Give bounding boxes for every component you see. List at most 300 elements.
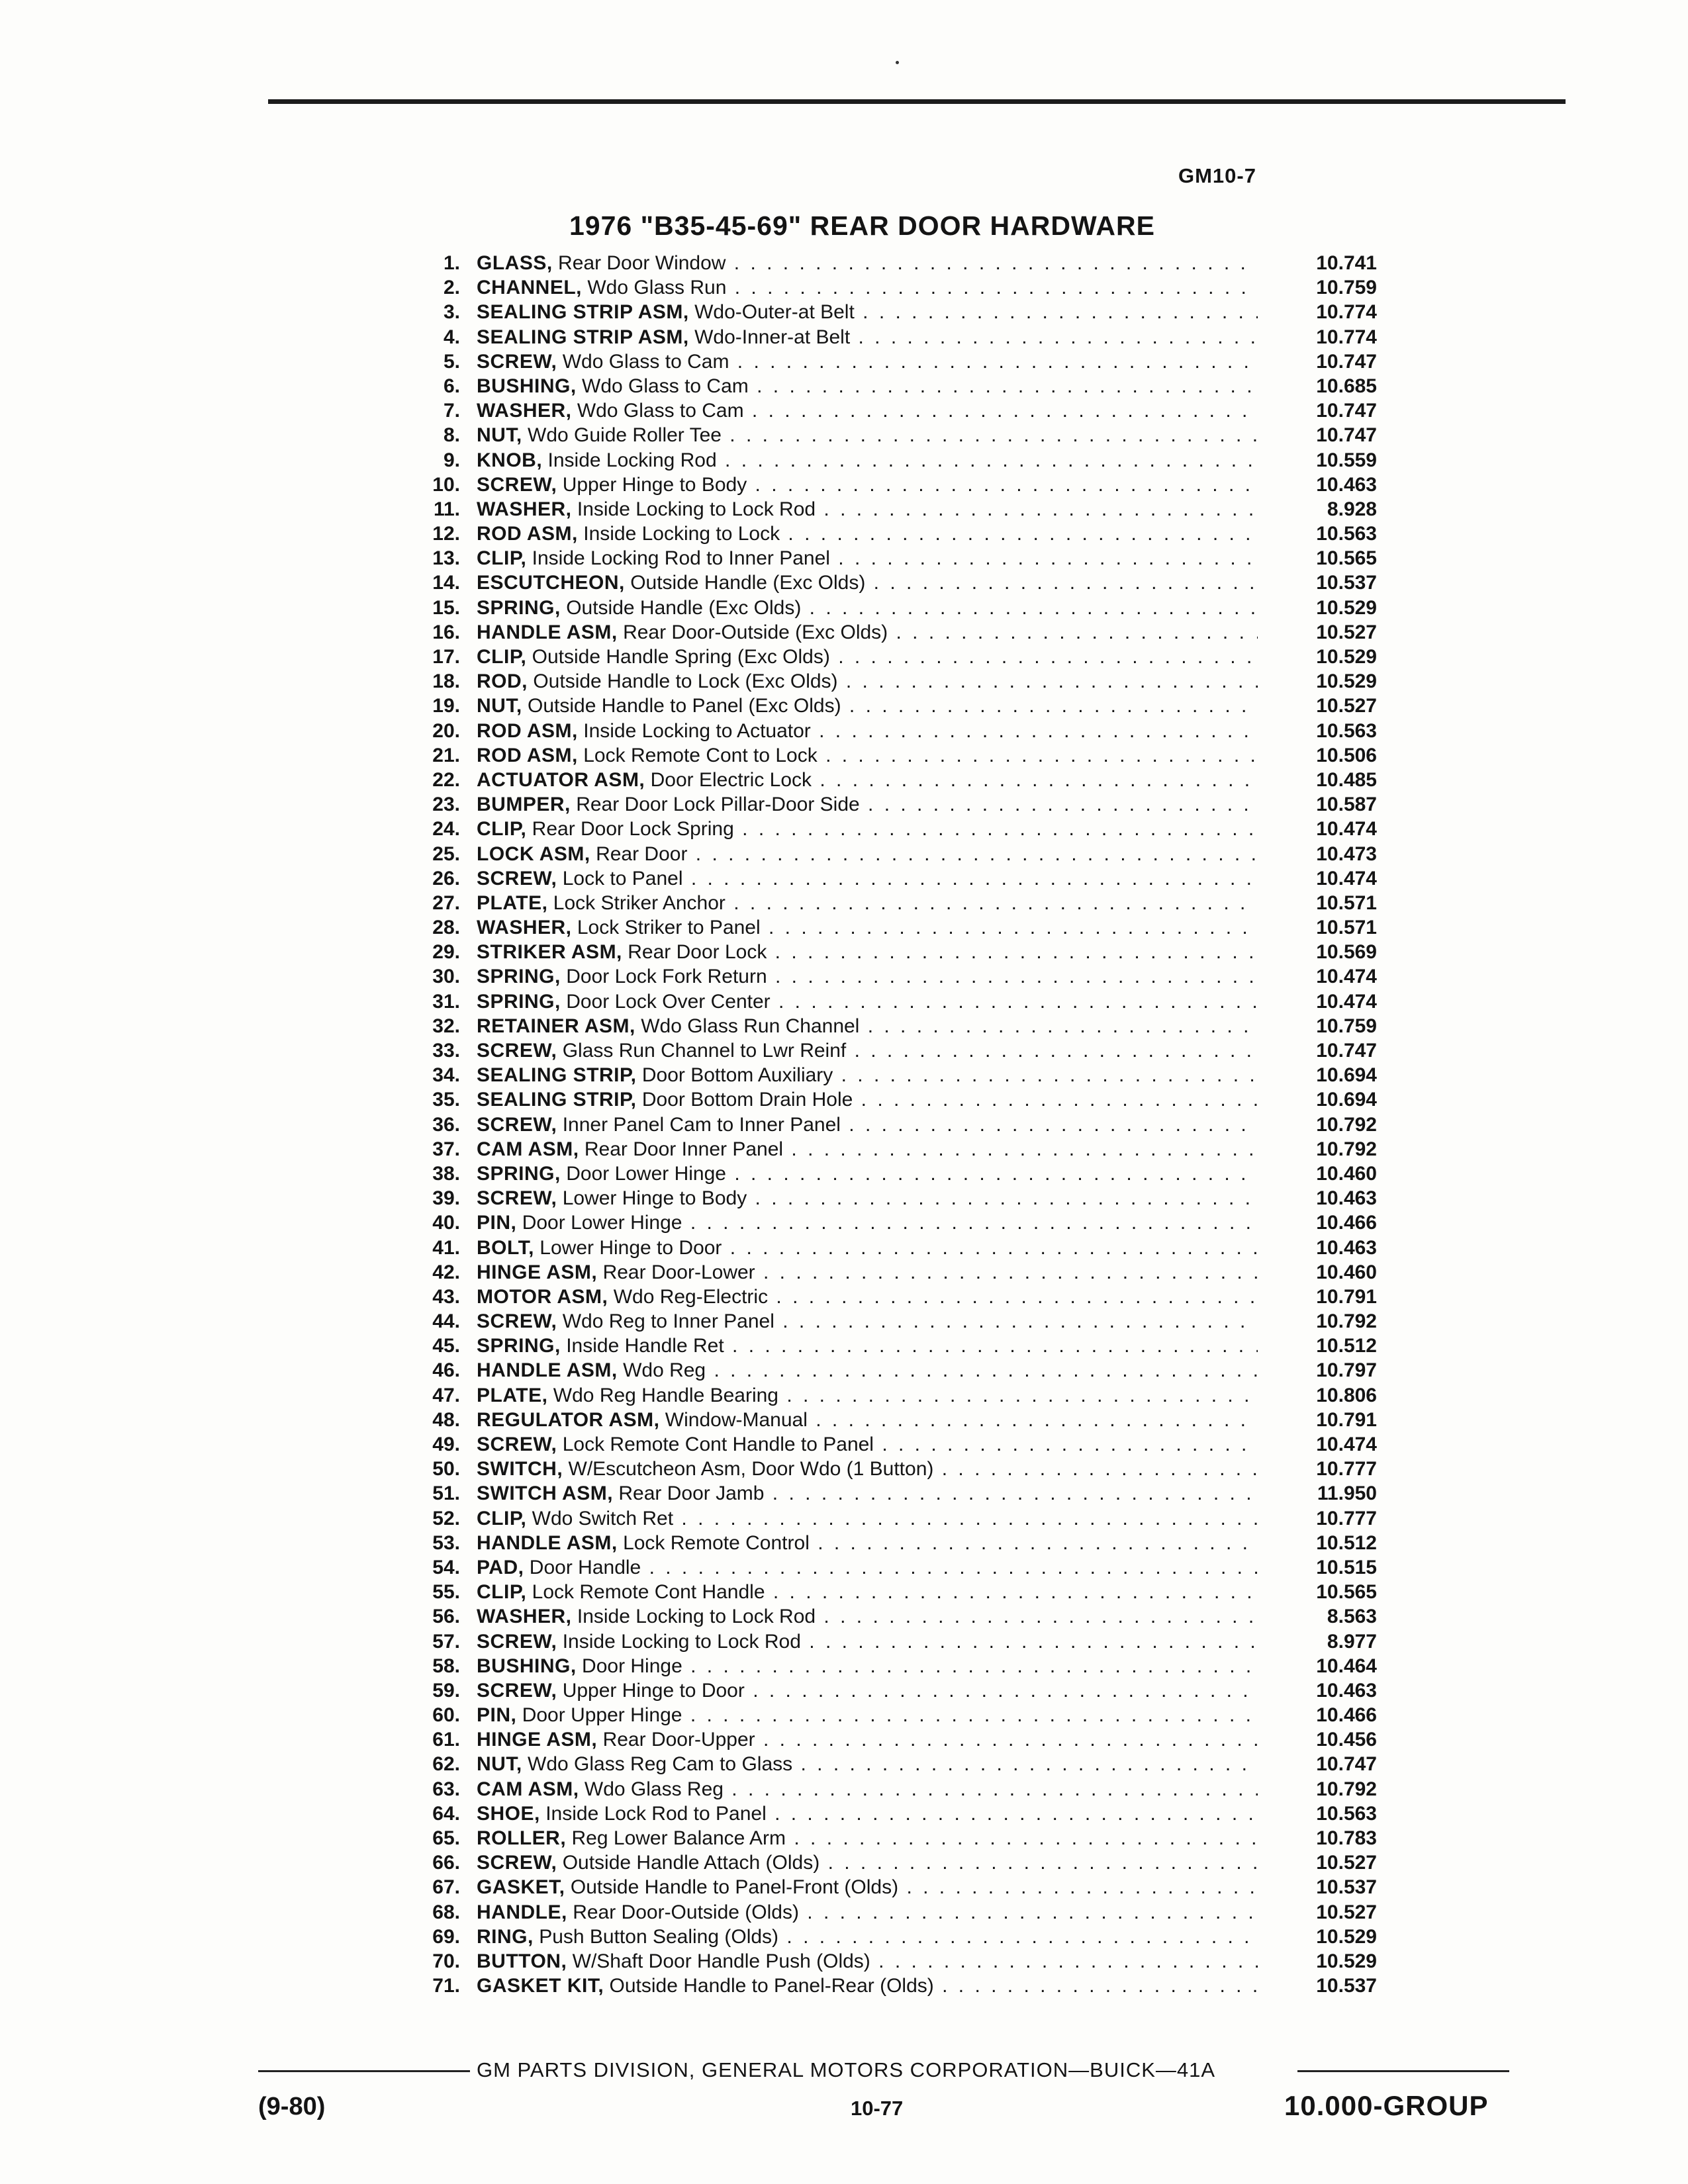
part-detail: Outside Handle to Panel-Front (Olds) (570, 1876, 899, 1899)
item-number: 9. (443, 449, 460, 471)
part-name: SPRING, (477, 1335, 561, 1357)
item-number: 69. (432, 1925, 460, 1948)
part-detail: Door Hinge (582, 1655, 682, 1677)
list-item (404, 497, 1403, 522)
item-description (477, 719, 1258, 743)
part-detail: Door Electric Lock (650, 768, 812, 791)
part-name: SCREW, (477, 1679, 557, 1702)
part-detail: W/Shaft Door Handle Push (Olds) (572, 1950, 870, 1972)
list-item (404, 866, 1403, 891)
list-item (404, 1555, 1403, 1580)
list-item (404, 1063, 1403, 1087)
group-number: 10.485 (1316, 768, 1377, 791)
item-description (477, 1358, 1258, 1383)
group-number: 8.977 (1327, 1630, 1377, 1653)
part-detail: Inside Handle Ret (566, 1335, 724, 1357)
part-detail: Wdo-Outer-at Belt (694, 301, 855, 324)
part-name: NUT, (477, 1753, 522, 1776)
item-description (477, 1752, 1258, 1776)
list-item (404, 448, 1403, 473)
section-code: GM10-7 (1178, 164, 1256, 187)
part-name: PAD, (477, 1556, 524, 1578)
item-number: 36. (432, 1113, 460, 1136)
part-name: WASHER, (477, 917, 572, 939)
part-detail: Wdo Glass Run (587, 277, 727, 299)
item-description (477, 1309, 1258, 1334)
group-number: 10.791 (1316, 1408, 1377, 1431)
part-name: RETAINER ASM, (477, 1015, 635, 1037)
part-detail: Push Button Sealing (Olds) (539, 1925, 779, 1948)
part-detail: Outside Handle (Exc Olds) (566, 596, 802, 619)
list-item (404, 1309, 1403, 1334)
group-number: 10.474 (1316, 818, 1377, 841)
group-number: 10.527 (1316, 695, 1377, 717)
part-detail: Window-Manual (665, 1408, 808, 1431)
part-detail: Reg Lower Balance Arm (571, 1827, 786, 1849)
part-detail: Door Bottom Auxiliary (641, 1064, 833, 1087)
item-number: 41. (432, 1236, 460, 1259)
part-detail: Rear Door Jamb (618, 1482, 765, 1505)
group-number: 10.792 (1316, 1113, 1377, 1136)
group-number: 10.527 (1316, 1901, 1377, 1923)
group-number: 10.463 (1316, 1236, 1377, 1259)
part-name: SPRING, (477, 990, 561, 1013)
list-item (404, 423, 1403, 447)
part-name: CAM ASM, (477, 1138, 579, 1160)
item-number: 31. (432, 990, 460, 1013)
item-number: 64. (432, 1802, 460, 1825)
item-number: 23. (432, 794, 460, 816)
part-detail: Inside Locking to Lock Rod (577, 498, 816, 520)
item-description (477, 448, 1258, 473)
part-detail: Rear Door-Lower (602, 1261, 755, 1283)
item-description (477, 1161, 1258, 1186)
group-number: 10.506 (1316, 744, 1377, 766)
group-number: 10.774 (1316, 326, 1377, 348)
item-number: 34. (432, 1064, 460, 1087)
part-detail: Rear Door-Outside (Exc Olds) (623, 621, 888, 643)
list-item (404, 1949, 1403, 1974)
part-detail: Door Lower Hinge (522, 1212, 682, 1234)
part-name: MOTOR ASM, (477, 1285, 608, 1308)
part-name: SPRING, (477, 596, 561, 619)
part-detail: Rear Door Inner Panel (584, 1138, 784, 1160)
part-name: ESCUTCHEON, (477, 572, 625, 594)
list-item (404, 1161, 1403, 1186)
item-description (477, 792, 1258, 817)
list-item (404, 1432, 1403, 1457)
list-item (404, 1087, 1403, 1112)
part-name: HANDLE ASM, (477, 621, 618, 643)
item-description (477, 374, 1258, 398)
part-name: HANDLE ASM, (477, 1359, 618, 1382)
list-item (404, 1408, 1403, 1432)
list-item (404, 1358, 1403, 1383)
list-item (404, 1481, 1403, 1506)
part-detail: Wdo Reg Handle Bearing (553, 1384, 778, 1406)
part-detail: Inside Locking to Actuator (583, 719, 811, 742)
part-name: CLIP, (477, 1507, 527, 1529)
part-name: REGULATOR ASM, (477, 1408, 660, 1431)
list-item (404, 1285, 1403, 1309)
group-number: 10.685 (1316, 375, 1377, 397)
group-number: 10.463 (1316, 1187, 1377, 1210)
part-detail: Lock Striker to Panel (577, 917, 761, 939)
part-name: PLATE, (477, 1384, 548, 1406)
item-description (477, 1555, 1258, 1580)
item-description (477, 1580, 1258, 1604)
part-detail: Lock Remote Cont to Lock (583, 744, 818, 766)
item-number: 22. (432, 768, 460, 791)
list-item (404, 1580, 1403, 1604)
item-description (477, 1014, 1258, 1038)
list-item (404, 349, 1403, 374)
item-description (477, 1408, 1258, 1432)
item-number: 29. (432, 941, 460, 964)
part-detail: Rear Door (596, 842, 688, 865)
item-number: 58. (432, 1655, 460, 1677)
part-name: ROD ASM, (477, 744, 578, 766)
footer-group: 10.000-GROUP (1284, 2090, 1489, 2121)
item-number: 57. (432, 1630, 460, 1653)
list-item (404, 1850, 1403, 1875)
part-detail: W/Escutcheon Asm, Door Wdo (1 Button) (568, 1458, 934, 1480)
part-name: CLIP, (477, 818, 527, 841)
group-number: 8.928 (1327, 498, 1377, 520)
part-name: SCREW, (477, 350, 557, 373)
part-detail: Rear Door Lock Spring (532, 818, 734, 841)
part-detail: Upper Hinge to Body (562, 473, 747, 496)
list-item (404, 768, 1403, 792)
part-name: STRIKER ASM, (477, 941, 622, 964)
part-detail: Wdo-Inner-at Belt (694, 326, 851, 348)
part-name: BOLT, (477, 1236, 534, 1259)
item-number: 27. (432, 891, 460, 914)
part-detail: Rear Door Window (558, 252, 726, 274)
group-number: 10.797 (1316, 1359, 1377, 1382)
part-detail: Lock Striker Anchor (553, 891, 726, 914)
part-name: SCREW, (477, 1113, 557, 1136)
list-item (404, 1752, 1403, 1776)
item-description (477, 1137, 1258, 1161)
item-number: 45. (432, 1335, 460, 1357)
group-number: 10.569 (1316, 941, 1377, 964)
item-number: 14. (432, 572, 460, 594)
part-name: SCREW, (477, 1630, 557, 1653)
part-detail: Outside Handle (Exc Olds) (630, 572, 866, 594)
group-number: 10.529 (1316, 596, 1377, 619)
group-number: 10.747 (1316, 350, 1377, 373)
list-item (404, 1777, 1403, 1801)
part-name: NUT, (477, 424, 522, 447)
part-detail: Lock Remote Cont Handle to Panel (562, 1433, 874, 1455)
list-item (404, 1678, 1403, 1703)
part-detail: Door Lock Fork Return (566, 966, 767, 988)
part-detail: Inside Locking Rod (547, 449, 717, 471)
part-name: SCREW, (477, 1310, 557, 1333)
part-name: PIN, (477, 1212, 517, 1234)
group-number: 10.563 (1316, 1802, 1377, 1825)
part-detail: Outside Handle Spring (Exc Olds) (532, 646, 830, 668)
part-name: HINGE ASM, (477, 1729, 598, 1751)
list-item (404, 915, 1403, 940)
item-number: 20. (432, 719, 460, 742)
part-detail: Rear Door-Upper (602, 1729, 755, 1751)
list-item (404, 522, 1403, 546)
item-description (477, 251, 1258, 275)
item-description (477, 1703, 1258, 1727)
list-item (404, 989, 1403, 1014)
item-number: 18. (432, 670, 460, 693)
group-number: 10.466 (1316, 1212, 1377, 1234)
item-number: 16. (432, 621, 460, 643)
item-number: 43. (432, 1285, 460, 1308)
part-name: CHANNEL, (477, 277, 582, 299)
item-number: 38. (432, 1162, 460, 1185)
list-item (404, 620, 1403, 645)
part-detail: Rear Door-Outside (Olds) (573, 1901, 799, 1923)
part-name: SWITCH ASM, (477, 1482, 614, 1505)
item-description (477, 817, 1258, 841)
list-item (404, 1506, 1403, 1531)
parts-list (404, 251, 1403, 1998)
part-detail: Wdo Reg to Inner Panel (562, 1310, 774, 1333)
list-item (404, 964, 1403, 989)
group-number: 10.792 (1316, 1310, 1377, 1333)
list-item (404, 251, 1403, 275)
group-number: 10.741 (1316, 252, 1377, 274)
list-item (404, 1875, 1403, 1899)
item-description (477, 570, 1258, 595)
part-detail: Inside Lock Rod to Panel (545, 1802, 767, 1825)
group-number: 10.474 (1316, 1433, 1377, 1455)
group-number: 10.463 (1316, 1679, 1377, 1702)
item-description (477, 620, 1258, 645)
item-number: 42. (432, 1261, 460, 1283)
item-description (477, 1900, 1258, 1925)
group-number: 10.559 (1316, 449, 1377, 471)
item-description (477, 1654, 1258, 1678)
item-description (477, 1457, 1258, 1481)
list-item (404, 842, 1403, 866)
part-detail: Lower Hinge to Door (539, 1236, 722, 1259)
part-name: HINGE ASM, (477, 1261, 598, 1283)
list-item (404, 719, 1403, 743)
item-number: 50. (432, 1458, 460, 1480)
group-number: 10.512 (1316, 1335, 1377, 1357)
item-description (477, 669, 1258, 694)
list-item (404, 891, 1403, 915)
part-detail: Wdo Guide Roller Tee (528, 424, 722, 447)
part-detail: Wdo Glass to Cam (582, 375, 749, 397)
group-number: 10.474 (1316, 990, 1377, 1013)
item-number: 10. (432, 473, 460, 496)
group-number: 10.777 (1316, 1458, 1377, 1480)
group-number: 10.529 (1316, 1925, 1377, 1948)
group-number: 10.747 (1316, 1753, 1377, 1776)
item-description (477, 1925, 1258, 1949)
part-detail: Wdo Switch Ret (532, 1507, 674, 1529)
item-description (477, 1727, 1258, 1752)
list-item (404, 792, 1403, 817)
part-detail: Door Lower Hinge (566, 1162, 726, 1185)
item-description (477, 349, 1258, 374)
item-number: 65. (432, 1827, 460, 1849)
list-item (404, 1654, 1403, 1678)
group-number: 10.466 (1316, 1704, 1377, 1727)
group-number: 10.460 (1316, 1162, 1377, 1185)
item-description (477, 694, 1258, 718)
group-number: 8.563 (1327, 1606, 1377, 1628)
item-number: 71. (432, 1975, 460, 1997)
part-detail: Lock Remote Control (623, 1531, 810, 1554)
group-number: 10.460 (1316, 1261, 1377, 1283)
item-number: 55. (432, 1581, 460, 1604)
item-number: 17. (432, 646, 460, 668)
item-description (477, 915, 1258, 940)
item-number: 30. (432, 966, 460, 988)
item-description (477, 1210, 1258, 1235)
group-number: 10.537 (1316, 1876, 1377, 1899)
part-name: ROD ASM, (477, 523, 578, 545)
item-description (477, 522, 1258, 546)
part-detail: Outside Handle Attach (Olds) (562, 1852, 820, 1874)
part-name: SHOE, (477, 1802, 540, 1825)
part-detail: Inner Panel Cam to Inner Panel (562, 1113, 841, 1136)
list-item (404, 1457, 1403, 1481)
item-description (477, 398, 1258, 423)
item-number: 52. (432, 1507, 460, 1529)
item-description (477, 1850, 1258, 1875)
list-item (404, 1038, 1403, 1063)
footer-date: (9-80) (258, 2093, 326, 2120)
list-item (404, 300, 1403, 324)
part-detail: Door Lock Over Center (566, 990, 771, 1013)
item-description (477, 1826, 1258, 1850)
list-item (404, 275, 1403, 300)
item-number: 32. (432, 1015, 460, 1037)
item-description (477, 1481, 1258, 1506)
part-detail: Wdo Reg (623, 1359, 706, 1382)
item-description (477, 1875, 1258, 1899)
footer-rule (1297, 2070, 1509, 2072)
list-item (404, 374, 1403, 398)
part-name: ROD ASM, (477, 719, 578, 742)
group-number: 10.777 (1316, 1507, 1377, 1529)
item-description (477, 1974, 1258, 1998)
item-description (477, 596, 1258, 620)
part-name: SCREW, (477, 867, 557, 889)
part-name: BUMPER, (477, 794, 571, 816)
group-number: 10.783 (1316, 1827, 1377, 1849)
item-description (477, 1113, 1258, 1137)
item-number: 6. (443, 375, 460, 397)
part-name: SCREW, (477, 1040, 557, 1062)
footer-publisher: GM PARTS DIVISION, GENERAL MOTORS CORPORATION—BUICK—41A (477, 2058, 1216, 2081)
list-item (404, 473, 1403, 497)
list-item (404, 1900, 1403, 1925)
group-number: 10.694 (1316, 1064, 1377, 1087)
part-name: BUTTON, (477, 1950, 567, 1972)
part-name: SCREW, (477, 1187, 557, 1210)
part-name: SEALING STRIP, (477, 1089, 637, 1111)
part-name: GASKET KIT, (477, 1975, 604, 1997)
list-item (404, 1801, 1403, 1826)
part-detail: Wdo Glass to Cam (577, 400, 744, 422)
group-number: 10.527 (1316, 621, 1377, 643)
list-item (404, 1113, 1403, 1137)
list-item (404, 1727, 1403, 1752)
item-description (477, 989, 1258, 1014)
item-number: 49. (432, 1433, 460, 1455)
item-description (477, 1777, 1258, 1801)
part-name: CLIP, (477, 646, 527, 668)
part-detail: Inside Locking to Lock Rod (577, 1606, 816, 1628)
group-number: 10.792 (1316, 1138, 1377, 1160)
item-number: 56. (432, 1606, 460, 1628)
group-number: 10.537 (1316, 572, 1377, 594)
part-detail: Door Upper Hinge (522, 1704, 682, 1727)
list-item (404, 694, 1403, 718)
item-number: 54. (432, 1556, 460, 1578)
item-number: 3. (443, 301, 460, 324)
group-number: 10.587 (1316, 794, 1377, 816)
part-detail: Inside Locking Rod to Inner Panel (532, 547, 830, 570)
part-name: HANDLE, (477, 1901, 567, 1923)
part-detail: Upper Hinge to Door (562, 1679, 745, 1702)
item-description (477, 1506, 1258, 1531)
list-item (404, 325, 1403, 349)
group-number: 10.529 (1316, 646, 1377, 668)
group-number: 10.474 (1316, 867, 1377, 889)
item-number: 66. (432, 1852, 460, 1874)
part-name: WASHER, (477, 400, 572, 422)
item-description (477, 1087, 1258, 1112)
part-name: WASHER, (477, 498, 572, 520)
group-number: 10.464 (1316, 1655, 1377, 1677)
part-name: CLIP, (477, 1581, 527, 1604)
part-detail: Glass Run Channel to Lwr Reinf (562, 1040, 847, 1062)
part-detail: Inside Locking to Lock Rod (562, 1630, 801, 1653)
part-detail: Wdo Glass Reg Cam to Glass (528, 1753, 793, 1776)
item-number: 40. (432, 1212, 460, 1234)
part-name: LOCK ASM, (477, 842, 590, 865)
item-number: 25. (432, 842, 460, 865)
part-name: GLASS, (477, 252, 553, 274)
item-description (477, 891, 1258, 915)
item-description (477, 1432, 1258, 1457)
group-number: 10.474 (1316, 966, 1377, 988)
group-number: 10.512 (1316, 1531, 1377, 1554)
item-description (477, 768, 1258, 792)
item-description (477, 1629, 1258, 1654)
part-name: ROLLER, (477, 1827, 567, 1849)
list-item (404, 398, 1403, 423)
item-number: 33. (432, 1040, 460, 1062)
item-number: 63. (432, 1778, 460, 1800)
list-item (404, 1383, 1403, 1408)
part-name: BUSHING, (477, 1655, 577, 1677)
list-item (404, 1925, 1403, 1949)
item-number: 2. (443, 277, 460, 299)
group-number: 10.563 (1316, 719, 1377, 742)
group-number: 10.515 (1316, 1556, 1377, 1578)
item-number: 62. (432, 1753, 460, 1776)
item-number: 5. (443, 350, 460, 373)
item-description (477, 497, 1258, 522)
item-description (477, 325, 1258, 349)
group-number: 10.473 (1316, 842, 1377, 865)
